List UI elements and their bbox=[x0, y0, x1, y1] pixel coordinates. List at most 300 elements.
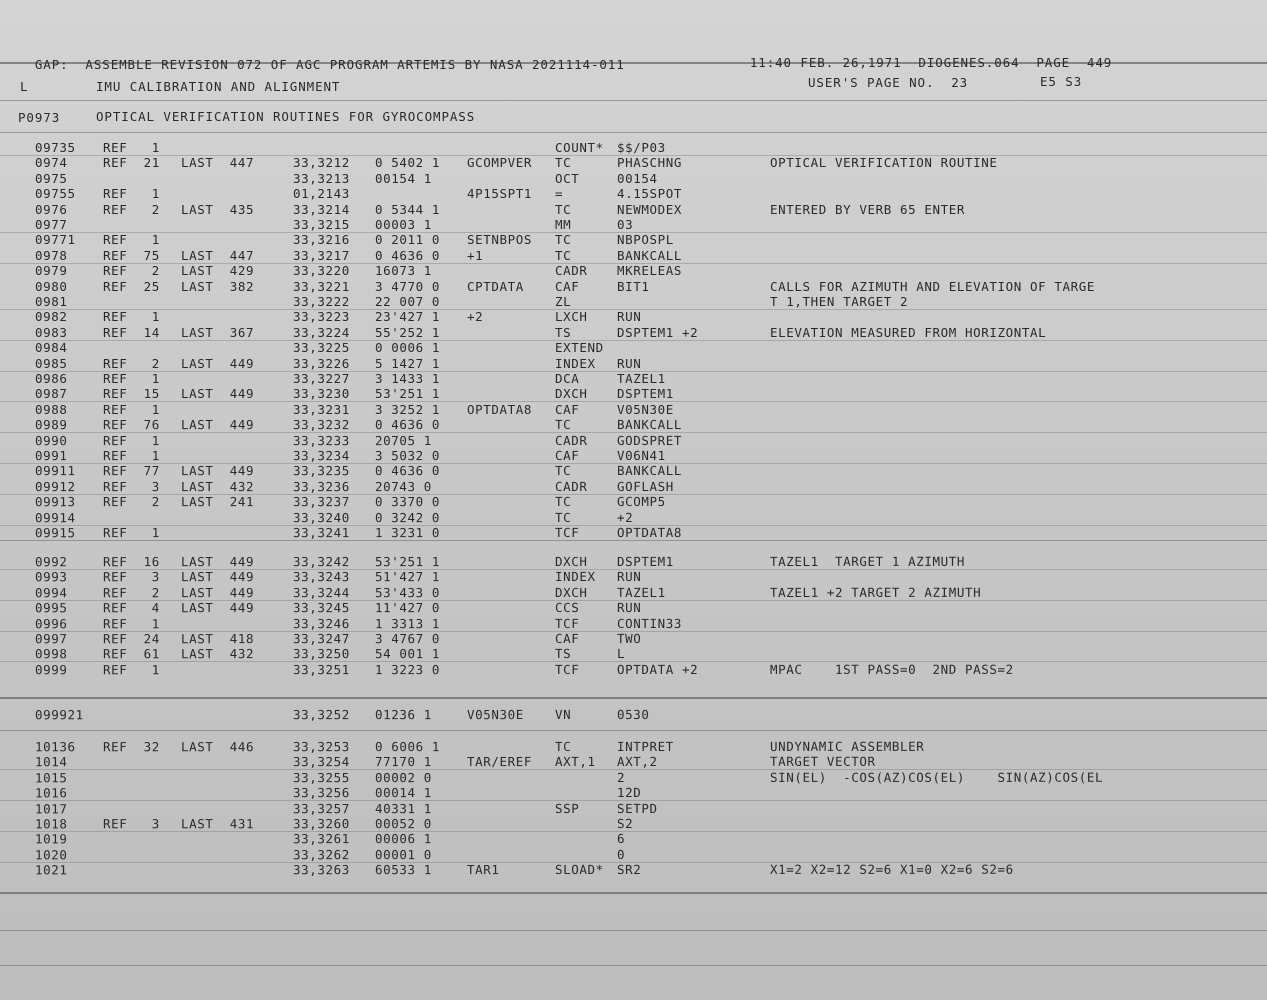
paper-rule bbox=[0, 432, 1267, 433]
routine-title: OPTICAL VERIFICATION ROUTINES FOR GYROCOMPASS bbox=[96, 109, 476, 124]
log-section-id: P0973 bbox=[18, 110, 61, 125]
cell-code: 3 4767 0 bbox=[374, 631, 441, 647]
cell-label: 4P15SPT1 bbox=[466, 186, 533, 202]
cell-code: 00003 1 bbox=[374, 217, 432, 233]
cell-last: LAST 449 bbox=[180, 569, 255, 585]
cell-operand: DSPTEM1 bbox=[616, 386, 674, 402]
paper-rule bbox=[0, 661, 1267, 662]
cell-label: TAR1 bbox=[466, 862, 500, 878]
cell-code: 1 3313 1 bbox=[374, 615, 441, 631]
cell-last: LAST 447 bbox=[180, 155, 255, 171]
cell-ref: REF 15 bbox=[102, 386, 160, 402]
cell-operand: CONTIN33 bbox=[616, 615, 683, 631]
listing-row bbox=[34, 816, 1255, 832]
cell-code: 00002 0 bbox=[374, 769, 432, 785]
listing-row bbox=[34, 831, 1255, 847]
cell-seq: 0987 bbox=[34, 386, 68, 402]
cell-label: V05N30E bbox=[466, 707, 524, 723]
cell-operand: OPTDATA +2 bbox=[616, 661, 699, 677]
cell-ref: REF 76 bbox=[102, 417, 160, 433]
paper-rule bbox=[0, 525, 1267, 526]
cell-ref: REF 32 bbox=[102, 739, 160, 755]
cell-addr: 33,3252 bbox=[292, 707, 350, 723]
cell-op: CAF bbox=[554, 631, 580, 647]
cell-comment: OPTICAL VERIFICATION ROUTINE bbox=[770, 155, 998, 171]
cell-op: AXT,1 bbox=[554, 754, 596, 770]
cell-op: CADR bbox=[554, 263, 588, 279]
cell-op: SLOAD* bbox=[554, 862, 604, 878]
cell-operand: GOFLASH bbox=[616, 478, 674, 494]
cell-seq: 0994 bbox=[34, 585, 68, 601]
cell-addr: 33,3221 bbox=[292, 278, 350, 294]
cell-seq: 1021 bbox=[34, 862, 68, 878]
cell-operand: BIT1 bbox=[616, 278, 650, 294]
cell-operand: 00154 bbox=[617, 170, 658, 186]
cell-operand: BANKCALL bbox=[616, 463, 683, 479]
cell-addr: 33,3222 bbox=[292, 294, 350, 310]
cell-last: LAST 431 bbox=[180, 816, 255, 832]
cell-addr: 33,3212 bbox=[293, 155, 350, 171]
cell-operand: SETPD bbox=[616, 800, 658, 816]
cell-op: CCS bbox=[554, 600, 580, 616]
section-letter: L bbox=[20, 79, 29, 94]
cell-operand: DSPTEM1 +2 bbox=[616, 324, 699, 340]
cell-code: 3 5032 0 bbox=[374, 448, 441, 464]
cell-seq: 0975 bbox=[34, 170, 68, 186]
cell-code: 3 1433 1 bbox=[374, 371, 441, 387]
cell-seq: 0997 bbox=[34, 631, 68, 647]
cell-label: OPTDATA8 bbox=[466, 401, 533, 417]
cell-addr: 33,3231 bbox=[292, 401, 350, 417]
cell-op: TC bbox=[554, 247, 572, 263]
cell-seq: 09915 bbox=[34, 525, 76, 541]
paper-rule bbox=[0, 631, 1267, 632]
cell-last: LAST 429 bbox=[180, 263, 255, 279]
cell-code: 0 4636 0 bbox=[374, 463, 441, 479]
cell-op: TC bbox=[554, 417, 572, 433]
cell-addr: 33,3230 bbox=[292, 386, 350, 402]
cell-addr: 33,3223 bbox=[292, 309, 350, 325]
cell-seq: 0982 bbox=[34, 309, 68, 325]
cell-seq: 0978 bbox=[34, 247, 68, 263]
cell-op: CADR bbox=[554, 478, 588, 494]
cell-ref: REF 1 bbox=[102, 525, 160, 541]
cell-comment: T 1,THEN TARGET 2 bbox=[769, 293, 909, 309]
cell-op: OCT bbox=[555, 170, 580, 186]
cell-last: LAST 435 bbox=[180, 201, 255, 217]
cell-ref: REF 3 bbox=[102, 569, 160, 585]
cell-op: MM bbox=[554, 217, 572, 233]
cell-ref: REF 2 bbox=[102, 201, 160, 217]
cell-operand: BANKCALL bbox=[616, 417, 683, 433]
cell-addr: 33,3226 bbox=[292, 355, 350, 371]
paper-rule bbox=[0, 263, 1267, 264]
paper-rule bbox=[0, 892, 1267, 894]
cell-operand: MKRELEAS bbox=[616, 263, 683, 279]
cell-addr: 33,3254 bbox=[292, 754, 350, 770]
cell-op: DXCH bbox=[554, 554, 588, 570]
cell-seq: 0985 bbox=[34, 355, 68, 371]
cell-op: TC bbox=[554, 463, 572, 479]
cell-op: CAF bbox=[554, 401, 580, 417]
cell-ref: REF 1 bbox=[102, 448, 160, 464]
cell-operand: INTPRET bbox=[616, 738, 674, 755]
cell-seq: 1016 bbox=[34, 785, 68, 801]
cell-op: EXTEND bbox=[554, 340, 604, 356]
paper-rule bbox=[0, 371, 1267, 372]
cell-addr: 33,3220 bbox=[292, 263, 350, 279]
cell-code: 3 3252 1 bbox=[374, 401, 441, 417]
cell-addr: 33,3233 bbox=[292, 432, 350, 448]
cell-addr: 33,3232 bbox=[292, 417, 350, 433]
cell-seq: 1015 bbox=[34, 770, 68, 786]
cell-operand: 0530 bbox=[616, 706, 650, 723]
cell-seq: 10136 bbox=[34, 739, 76, 755]
cell-ref: REF 3 bbox=[102, 816, 160, 832]
cell-label: +2 bbox=[466, 309, 484, 325]
listing-row bbox=[34, 615, 1255, 631]
paper-rule bbox=[0, 132, 1267, 133]
cell-comment: CALLS FOR AZIMUTH AND ELEVATION OF TARGE bbox=[769, 278, 1096, 294]
cell-operand: GCOMP5 bbox=[616, 494, 666, 510]
cell-code: 3 4770 0 bbox=[374, 278, 441, 294]
cell-last: LAST 449 bbox=[180, 600, 255, 616]
cell-operand: 6 bbox=[616, 831, 626, 847]
listing-row bbox=[34, 661, 1255, 678]
cell-operand: OPTDATA8 bbox=[616, 524, 683, 541]
cell-ref: REF 25 bbox=[102, 278, 160, 294]
cell-op: TS bbox=[554, 324, 572, 340]
cell-code: 0 2011 0 bbox=[374, 232, 441, 248]
cell-seq: 0991 bbox=[34, 448, 68, 464]
listing-row bbox=[34, 846, 1255, 863]
cell-ref: REF 1 bbox=[102, 401, 160, 417]
paper-rule bbox=[0, 697, 1267, 699]
cell-seq: 0988 bbox=[34, 401, 68, 417]
cell-seq: 0984 bbox=[34, 340, 68, 356]
paper-rule bbox=[0, 100, 1267, 101]
cell-operand: RUN bbox=[616, 600, 642, 616]
paper-rule bbox=[0, 965, 1267, 966]
cell-op: TC bbox=[554, 201, 572, 217]
cell-ref: REF 1 bbox=[102, 371, 160, 387]
cell-seq: 09913 bbox=[34, 494, 76, 510]
cell-seq: 0983 bbox=[34, 324, 68, 340]
cell-ref: REF 2 bbox=[102, 355, 160, 371]
cell-code: 5 1427 1 bbox=[374, 355, 441, 371]
cell-comment: MPAC 1ST PASS=0 2ND PASS=2 bbox=[769, 661, 1014, 677]
cell-code: 23'427 1 bbox=[374, 309, 441, 325]
cell-op: TC bbox=[554, 509, 572, 525]
paper-rule bbox=[0, 862, 1267, 863]
cell-op: TC bbox=[554, 739, 572, 755]
paper-rule bbox=[0, 600, 1267, 601]
cell-addr: 33,3234 bbox=[292, 448, 350, 464]
listing-row bbox=[34, 738, 1255, 755]
cell-ref: REF 1 bbox=[103, 140, 160, 155]
cell-label: CPTDATA bbox=[466, 278, 524, 294]
cell-last: LAST 449 bbox=[180, 386, 255, 402]
cell-addr: 33,3253 bbox=[292, 739, 350, 755]
cell-op: TC bbox=[555, 155, 572, 171]
paper-rule bbox=[0, 340, 1267, 341]
cell-seq: 0993 bbox=[34, 569, 68, 585]
cell-op: INDEX bbox=[554, 355, 596, 371]
cell-code: 77170 1 bbox=[374, 754, 432, 770]
cell-last: LAST 418 bbox=[180, 631, 255, 647]
cell-op: DXCH bbox=[554, 386, 588, 402]
cell-addr: 33,3245 bbox=[292, 600, 350, 616]
cell-code: 53'251 1 bbox=[374, 554, 441, 570]
cell-operand: RUN bbox=[616, 309, 642, 325]
cell-seq: 09912 bbox=[34, 478, 76, 494]
cell-op: SSP bbox=[554, 800, 580, 816]
cell-label: GCOMPVER bbox=[467, 155, 533, 171]
cell-operand: 03 bbox=[616, 217, 634, 233]
cell-ref: REF 77 bbox=[102, 463, 160, 479]
users-page-number: USER'S PAGE NO. 23 bbox=[808, 75, 969, 90]
paper-rule bbox=[0, 831, 1267, 832]
cell-addr: 33,3237 bbox=[292, 494, 350, 510]
cell-addr: 33,3250 bbox=[292, 646, 350, 662]
cell-operand: PHASCHNG bbox=[617, 155, 683, 171]
cell-comment: TARGET VECTOR bbox=[769, 754, 876, 770]
cell-ref: REF 3 bbox=[102, 478, 160, 494]
cell-addr: 33,3236 bbox=[292, 478, 350, 494]
cell-last: LAST 367 bbox=[180, 324, 255, 340]
cell-operand: BANKCALL bbox=[616, 247, 683, 263]
cell-code: 22 007 0 bbox=[374, 294, 441, 310]
listing-row bbox=[34, 800, 1255, 816]
cell-operand: TWO bbox=[616, 631, 642, 647]
cell-ref: REF 4 bbox=[102, 600, 160, 616]
paper-rule bbox=[0, 800, 1267, 801]
cell-code: 53'251 1 bbox=[374, 386, 441, 402]
paper-rule bbox=[0, 769, 1267, 770]
cell-code: 0 6006 1 bbox=[374, 739, 441, 755]
cell-code: 11'427 0 bbox=[374, 600, 441, 616]
cell-operand: $$/P03 bbox=[617, 140, 666, 155]
cell-ref: REF 2 bbox=[102, 263, 160, 279]
cell-seq: 0979 bbox=[34, 263, 68, 279]
cell-addr: 33,3214 bbox=[292, 201, 350, 217]
cell-ref: REF 75 bbox=[102, 247, 160, 263]
cell-seq: 09911 bbox=[34, 463, 76, 479]
cell-code: 0 3242 0 bbox=[374, 509, 441, 525]
cell-operand: NBPOSPL bbox=[616, 232, 674, 248]
cell-addr: 33,3263 bbox=[292, 862, 350, 878]
cell-addr: 33,3225 bbox=[292, 340, 350, 356]
cell-code: 0 3370 0 bbox=[374, 494, 441, 510]
cell-comment: X1=2 X2=12 S2=6 X1=0 X2=6 S2=6 bbox=[769, 861, 1014, 878]
cell-operand: S2 bbox=[616, 816, 634, 832]
cell-code: 55'252 1 bbox=[374, 324, 441, 340]
cell-comment: ENTERED BY VERB 65 ENTER bbox=[769, 201, 966, 217]
cell-last: LAST 432 bbox=[180, 478, 255, 494]
cell-addr: 33,3256 bbox=[292, 785, 350, 801]
cell-comment: SIN(EL) -COS(AZ)COS(EL) SIN(AZ)COS(EL bbox=[769, 769, 1104, 785]
cell-addr: 33,3262 bbox=[292, 846, 350, 863]
cell-seq: 0992 bbox=[34, 554, 68, 570]
cell-addr: 33,3213 bbox=[292, 170, 350, 186]
cell-code: 20705 1 bbox=[374, 432, 432, 448]
cell-seq: 0980 bbox=[34, 278, 68, 294]
cell-addr: 33,3244 bbox=[292, 584, 350, 600]
cell-label: SETNBPOS bbox=[466, 232, 533, 248]
cell-operand: V05N30E bbox=[616, 401, 674, 417]
listing-title: GAP: ASSEMBLE REVISION 072 OF AGC PROGRAM ARTEMIS BY NASA 2021114-011 bbox=[34, 57, 625, 72]
section-title: IMU CALIBRATION AND ALIGNMENT bbox=[96, 79, 341, 94]
cell-comment: UNDYNAMIC ASSEMBLER bbox=[769, 738, 925, 754]
cell-code: 00154 1 bbox=[374, 170, 432, 186]
cell-code: 0 0006 1 bbox=[374, 340, 441, 356]
listing-row bbox=[34, 785, 1255, 801]
cell-label: +1 bbox=[466, 247, 484, 263]
cell-code: 20743 0 bbox=[374, 478, 432, 494]
cell-last: LAST 449 bbox=[180, 584, 255, 600]
cell-last: LAST 449 bbox=[180, 355, 255, 371]
cell-code: 01236 1 bbox=[374, 707, 432, 723]
cell-ref: REF 1 bbox=[102, 309, 160, 325]
cell-seq: 0976 bbox=[34, 201, 68, 217]
cell-code: 00006 1 bbox=[374, 831, 432, 847]
cell-ref: REF 14 bbox=[102, 324, 160, 340]
paper-rule bbox=[0, 309, 1267, 310]
cell-seq: 1014 bbox=[34, 754, 68, 770]
cell-addr: 33,3235 bbox=[292, 463, 350, 479]
cell-last: LAST 449 bbox=[180, 463, 255, 479]
cell-ref: REF 61 bbox=[102, 646, 160, 662]
cell-operand: +2 bbox=[616, 509, 634, 525]
cell-ref: REF 1 bbox=[102, 615, 160, 631]
cell-seq: 0990 bbox=[34, 432, 68, 448]
cell-seq: 09914 bbox=[34, 509, 76, 525]
cell-code: 0 4636 0 bbox=[374, 417, 441, 433]
paper-rule bbox=[0, 930, 1267, 931]
cell-operand: GODSPRET bbox=[616, 432, 683, 448]
cell-code: 16073 1 bbox=[374, 263, 432, 279]
cell-op: TCF bbox=[554, 615, 580, 631]
cell-ref: REF 1 bbox=[102, 186, 160, 202]
cell-seq: 0986 bbox=[34, 371, 68, 387]
cell-addr: 33,3251 bbox=[292, 661, 350, 677]
cell-code: 53'433 0 bbox=[374, 584, 441, 600]
paper-rule bbox=[0, 401, 1267, 402]
cell-ref: REF 2 bbox=[102, 494, 160, 510]
cell-code: 60533 1 bbox=[374, 862, 432, 878]
cell-operand: DSPTEM1 bbox=[616, 553, 674, 570]
cell-operand: TAZEL1 bbox=[616, 584, 666, 600]
cell-addr: 33,3227 bbox=[292, 371, 350, 387]
cell-operand: L bbox=[616, 646, 626, 662]
cell-addr: 33,3261 bbox=[292, 831, 350, 847]
cell-code: 00052 0 bbox=[374, 816, 432, 832]
cell-code: 0 4636 0 bbox=[374, 247, 441, 263]
paper-rule bbox=[0, 540, 1267, 541]
cell-code: 1 3223 0 bbox=[374, 661, 441, 677]
cell-last: LAST 241 bbox=[180, 494, 255, 510]
cell-seq: 0995 bbox=[34, 600, 68, 616]
cell-label: TAR/EREF bbox=[466, 754, 533, 770]
paper-rule bbox=[0, 463, 1267, 464]
cell-comment: ELEVATION MEASURED FROM HORIZONTAL bbox=[769, 324, 1047, 340]
cell-operand: TAZEL1 bbox=[616, 370, 666, 387]
paper-rule bbox=[0, 155, 1267, 156]
cell-operand: SR2 bbox=[616, 862, 642, 878]
cell-comment: TAZEL1 +2 TARGET 2 AZIMUTH bbox=[769, 584, 982, 600]
cell-operand: 2 bbox=[616, 769, 626, 785]
cell-seq: 0981 bbox=[34, 294, 68, 310]
cell-operand: AXT,2 bbox=[616, 754, 658, 770]
cell-ref: REF 24 bbox=[102, 631, 160, 647]
cell-op: TC bbox=[554, 232, 572, 248]
cell-addr: 33,3255 bbox=[292, 769, 350, 785]
paper-rule bbox=[0, 232, 1267, 233]
cell-operand: 0 bbox=[616, 846, 626, 862]
cell-last: LAST 446 bbox=[180, 739, 255, 755]
cell-code: 1 3231 0 bbox=[374, 525, 441, 541]
cell-op: = bbox=[554, 186, 564, 202]
listing-row bbox=[34, 754, 1255, 770]
cell-addr: 33,3242 bbox=[292, 554, 350, 570]
cell-op: CADR bbox=[554, 432, 588, 448]
cell-last: LAST 449 bbox=[180, 554, 255, 570]
cell-seq: 1019 bbox=[34, 831, 68, 847]
cell-seq: 09735 bbox=[35, 140, 76, 155]
listing-row bbox=[34, 706, 1255, 723]
cell-ref: REF 16 bbox=[102, 554, 160, 570]
cell-ref: REF 1 bbox=[102, 662, 160, 678]
cell-operand: 12D bbox=[616, 785, 642, 801]
listing-row bbox=[34, 631, 1255, 647]
paper-rule bbox=[0, 730, 1267, 731]
paper-rule bbox=[0, 494, 1267, 495]
cell-operand: RUN bbox=[616, 569, 642, 585]
cell-seq: 1017 bbox=[34, 800, 68, 816]
cell-seq: 0977 bbox=[34, 217, 68, 233]
cell-addr: 33,3243 bbox=[292, 569, 350, 585]
cell-operand: RUN bbox=[616, 355, 642, 371]
cell-op: TCF bbox=[554, 525, 580, 541]
cell-op: TCF bbox=[554, 661, 580, 677]
listing-row bbox=[34, 861, 1255, 878]
cell-ref: REF 1 bbox=[102, 232, 160, 248]
cell-op: DCA bbox=[554, 371, 580, 387]
cell-seq: 1020 bbox=[34, 847, 68, 863]
cell-op: CAF bbox=[554, 278, 580, 294]
cell-addr: 33,3224 bbox=[292, 324, 350, 340]
cell-ref: REF 2 bbox=[102, 584, 160, 601]
cell-addr: 33,3260 bbox=[292, 816, 350, 832]
cell-code: 54 001 1 bbox=[374, 646, 441, 662]
cell-addr: 33,3216 bbox=[292, 232, 350, 248]
cell-seq: 1018 bbox=[34, 816, 68, 832]
listing-row bbox=[34, 646, 1255, 662]
cell-addr: 33,3240 bbox=[292, 509, 350, 525]
cell-seq: 0996 bbox=[34, 615, 68, 631]
cell-seq: 09771 bbox=[34, 232, 76, 248]
cell-code: 40331 1 bbox=[374, 800, 432, 816]
cell-addr: 33,3247 bbox=[292, 631, 350, 647]
cell-comment: TAZEL1 TARGET 1 AZIMUTH bbox=[769, 553, 966, 569]
print-timestamp: 11:40 FEB. 26,1971 DIOGENES.064 PAGE 449 bbox=[749, 55, 1113, 70]
cell-op: COUNT* bbox=[555, 140, 604, 155]
cell-op: ZL bbox=[554, 294, 572, 310]
cell-last: LAST 432 bbox=[180, 646, 255, 662]
cell-seq: 099921 bbox=[34, 707, 84, 723]
cell-seq: 0989 bbox=[34, 417, 68, 433]
cell-operand: V06N41 bbox=[616, 447, 666, 464]
